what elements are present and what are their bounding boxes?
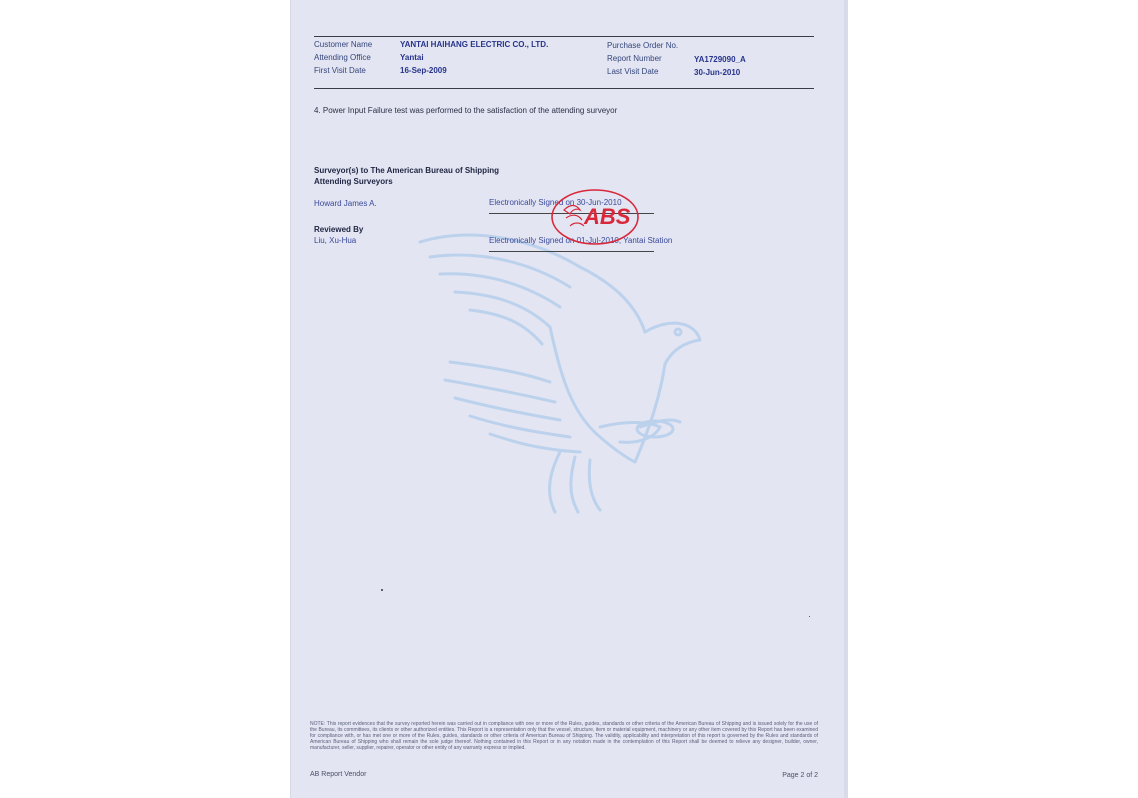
reviewer-signature: Electronically Signed on 01-Jul-2010, Yantai Station xyxy=(489,236,673,245)
scan-speck xyxy=(809,616,810,617)
header-top-rule xyxy=(314,36,814,37)
attending-surveyors-heading: Attending Surveyors xyxy=(314,177,393,186)
scan-speck xyxy=(381,589,383,591)
stamp-text: ABS xyxy=(584,204,631,229)
purchase-order-label: Purchase Order No. xyxy=(607,41,679,50)
report-number-label: Report Number xyxy=(607,54,662,63)
page-number: Page 2 of 2 xyxy=(782,772,818,779)
reviewed-by-heading: Reviewed By xyxy=(314,225,364,234)
surveyor-name: Howard James A. xyxy=(314,199,377,208)
reviewer-name: Liu, Xu-Hua xyxy=(314,236,357,245)
page-edge xyxy=(844,0,848,798)
abs-stamp xyxy=(550,188,640,246)
document-page xyxy=(290,0,848,798)
last-visit-date-label: Last Visit Date xyxy=(607,67,659,76)
first-visit-date-label: First Visit Date xyxy=(314,66,366,75)
surveyor-signature: Electronically Signed on 30-Jun-2010 xyxy=(489,198,622,207)
reviewer-signature-line xyxy=(489,251,654,252)
customer-name-value: YANTAI HAIHANG ELECTRIC CO., LTD. xyxy=(400,40,549,49)
header-bottom-rule xyxy=(314,88,814,89)
first-visit-date-value: 16-Sep-2009 xyxy=(400,66,447,75)
report-number-value: YA1729090_A xyxy=(694,55,746,64)
footer-vendor: AB Report Vendor xyxy=(310,771,367,778)
last-visit-date-value: 30-Jun-2010 xyxy=(694,68,741,77)
legal-note: NOTE: This report evidences that the survey reported herein was carried out in compliance with one or more of the Rules, guides, standards or other criteria of the American Bureau of Shipping and is issued solely for the use of the Bureau, its committees, its clients or other authorized entities. This Report is a representation only that the vessel, structure, item or material equipment, machinery or any other item covered by this Report has been examined for compliance with, or has met one or more of the Rules, guides, standards or other criteria of American Bureau of Shipping. The validity, applicability and interpretation of this report is governed by the Rules and standards of American Bureau of Shipping who shall remain the sole judge thereof. Nothing contained in this Report or in any notation made in the contemplation of this Report shall be deemed to relieve any designer, builder, owner, manufacturer, seller, supplier, repairer, operator or other entity of any warranty express or implied. xyxy=(310,721,818,751)
test-item-4: 4. Power Input Failure test was performed to the satisfaction of the attending surveyor xyxy=(314,106,618,115)
attending-office-value: Yantai xyxy=(400,53,424,62)
customer-name-label: Customer Name xyxy=(314,40,373,49)
surveyors-heading: Surveyor(s) to The American Bureau of Shipping xyxy=(314,166,500,175)
attending-office-label: Attending Office xyxy=(314,53,371,62)
eagle-watermark-icon xyxy=(410,222,710,522)
